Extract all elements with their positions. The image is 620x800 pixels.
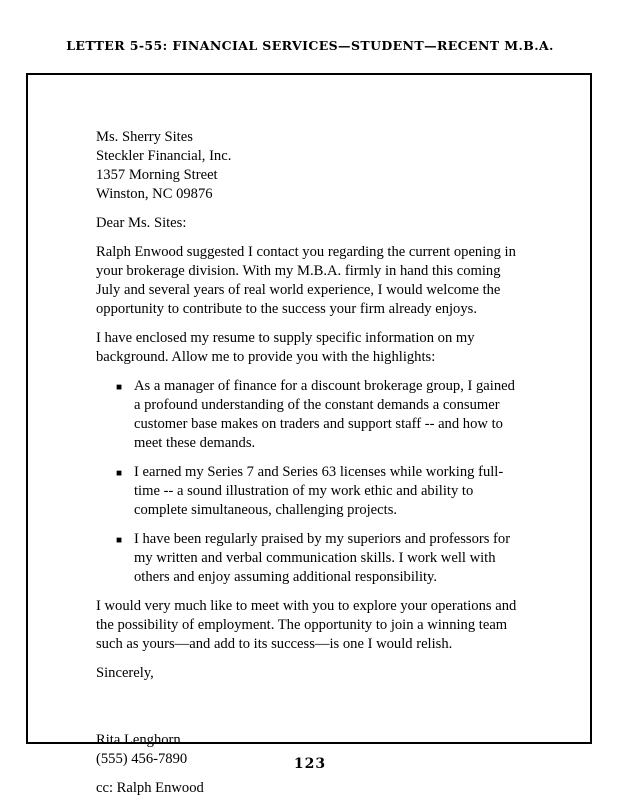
bullet-text-communication: I have been regularly praised by my superiors and professors for my written and verbal communication skills. I work well with others and enjoy assuming additional responsibility. — [134, 531, 511, 585]
signature-phone: (555) 456-7890 — [96, 751, 188, 767]
closing-salutation: Sincerely, — [96, 665, 154, 681]
recipient-company: Steckler Financial, Inc. — [96, 148, 232, 164]
recipient-city: Winston, NC 09876 — [96, 186, 213, 202]
list-item — [116, 377, 524, 453]
recipient-address-block — [96, 128, 524, 204]
list-item — [116, 530, 524, 587]
page-number: 123 — [293, 756, 327, 772]
paragraph-resume-intro: I have enclosed my resume to supply specific information on my background. Allow me to provide you with the highlights: — [96, 330, 475, 365]
letter-title: LETTER 5-55: FINANCIAL SERVICES—STUDENT—RECENT M.B.A. — [66, 38, 554, 53]
paragraph-opening: Ralph Enwood suggested I contact you regarding the current opening in your brokerage division. With my M.B.A. firmly in hand this coming July and several years of real world experience, I would welcome the opportunity to contribute to the success your firm already enjoys. — [96, 244, 516, 317]
list-item — [116, 463, 524, 520]
recipient-name: Ms. Sherry Sites — [96, 129, 193, 145]
signature-name: Rita Lenghorn — [96, 732, 181, 748]
recipient-street: 1357 Morning Street — [96, 167, 218, 183]
cc-line: cc: Ralph Enwood — [96, 780, 204, 796]
paragraph-closing-request: I would very much like to meet with you to explore your operations and the possibility of employment. The opportunity to join a winning team such as yours—and add to its success—is one I would relish. — [96, 598, 517, 652]
bullet-square-icon: ■ — [116, 382, 123, 393]
bullet-text-manager-experience: As a manager of finance for a discount brokerage group, I gained a profound understanding of the constant demands a consumer customer base makes on traders and support staff -- and how to meet these demands. — [134, 378, 515, 451]
letter-content — [96, 128, 524, 798]
salutation: Dear Ms. Sites: — [96, 215, 187, 231]
highlights-list — [96, 377, 524, 587]
bullet-text-licenses: I earned my Series 7 and Series 63 licenses while working full-time -- a sound illustration of my work ethic and ability to complete simultaneous, challenging projects. — [134, 464, 504, 518]
bullet-square-icon: ■ — [116, 535, 123, 546]
bullet-square-icon: ■ — [116, 468, 123, 479]
